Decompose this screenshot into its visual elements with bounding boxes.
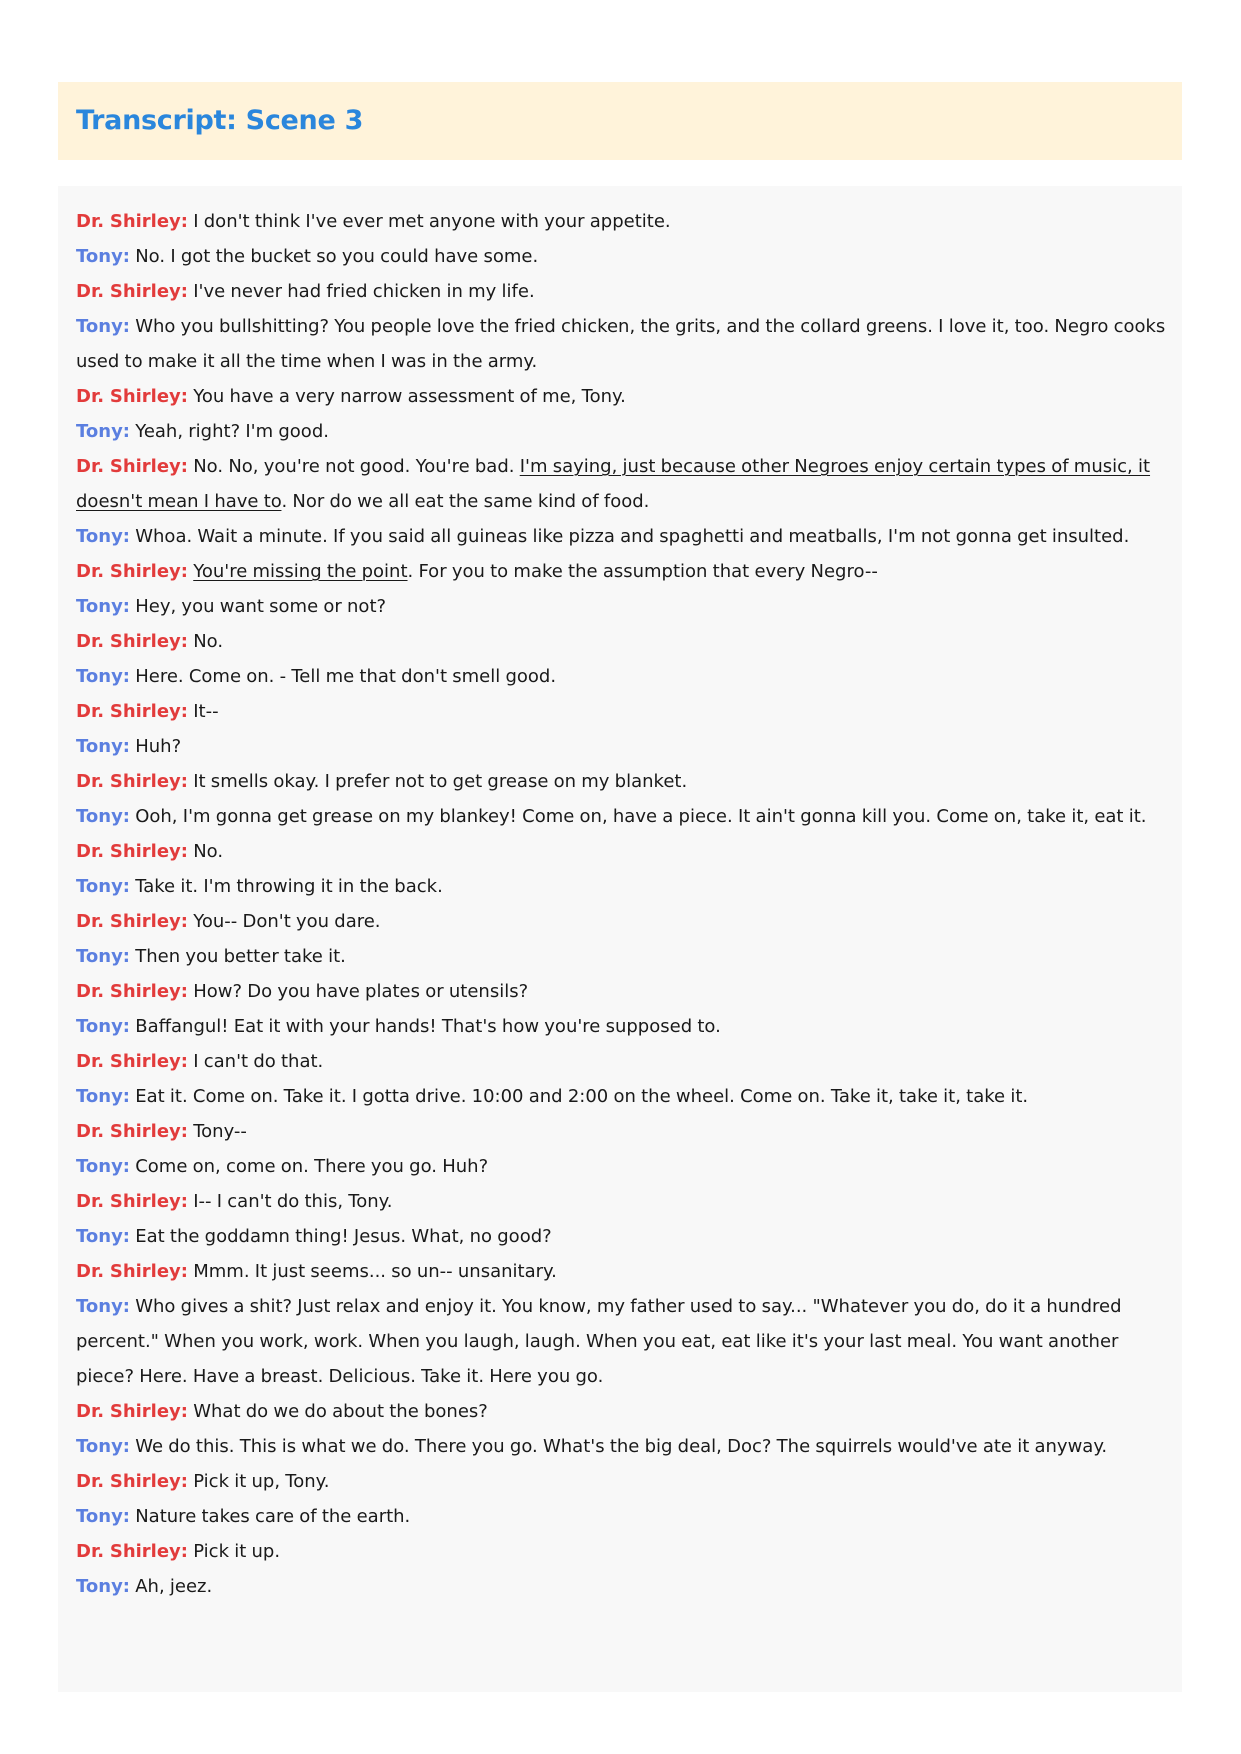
speaker-name-tony: Tony: <box>76 1016 130 1037</box>
speaker-name-tony: Tony: <box>76 736 130 757</box>
speaker-name-shirley: Dr. Shirley: <box>76 456 188 477</box>
transcript-line <box>76 694 1168 729</box>
transcript-line <box>76 904 1168 939</box>
transcript-line <box>76 274 1168 309</box>
speaker-name-tony: Tony: <box>76 1226 130 1247</box>
speaker-name-tony: Tony: <box>76 806 130 827</box>
page-title: Transcript: Scene 3 <box>76 105 364 136</box>
speaker-name-tony: Tony: <box>76 1156 130 1177</box>
transcript-line <box>76 1499 1168 1534</box>
speaker-name-tony: Tony: <box>76 316 130 337</box>
dialogue-text: No. <box>188 631 224 652</box>
transcript-line <box>76 1009 1168 1044</box>
speaker-name-tony: Tony: <box>76 246 130 267</box>
dialogue-text: Eat it. Come on. Take it. I gotta drive. 10:00 and 2:00 on the wheel. Come on. Take it, take it, take it. <box>130 1086 1029 1107</box>
transcript-line <box>76 1534 1168 1569</box>
dialogue-text: Yeah, right? I'm good. <box>130 421 329 442</box>
dialogue-text: It-- <box>188 701 219 722</box>
transcript-line <box>76 624 1168 659</box>
transcript-line <box>76 1219 1168 1254</box>
dialogue-text: Who gives a shit? Just relax and enjoy it. You know, my father used to say... "Whatever you do, do it a hundred percent." When you work, work. When you laugh, laugh. When you eat, eat like it's your last meal. You want another piece? Here. Have a breast. Delicious. Take it. Here you go. <box>76 1296 1122 1387</box>
transcript-line <box>76 309 1168 379</box>
transcript-line <box>76 449 1168 519</box>
transcript-line <box>76 1394 1168 1429</box>
transcript-line <box>76 1429 1168 1464</box>
transcript-line <box>76 799 1168 834</box>
transcript-line <box>76 729 1168 764</box>
transcript-line <box>76 1044 1168 1079</box>
transcript-line <box>76 204 1168 239</box>
dialogue-text: Hey, you want some or not? <box>130 596 387 617</box>
dialogue-text: . For you to make the assumption that every Negro-- <box>407 561 878 582</box>
dialogue-text: Who you bullshitting? You people love the fried chicken, the grits, and the collard greens. I love it, too. Negro cooks used to make it all the time when I was in the army. <box>76 316 1166 372</box>
dialogue-text: Huh? <box>130 736 182 757</box>
speaker-name-shirley: Dr. Shirley: <box>76 911 188 932</box>
dialogue-text: Baffangul! Eat it with your hands! That's how you're supposed to. <box>130 1016 721 1037</box>
speaker-name-shirley: Dr. Shirley: <box>76 386 188 407</box>
dialogue-text: It smells okay. I prefer not to get grease on my blanket. <box>188 771 688 792</box>
speaker-name-shirley: Dr. Shirley: <box>76 841 188 862</box>
dialogue-text: We do this. This is what we do. There you go. What's the big deal, Doc? The squirrels would've ate it anyway. <box>130 1436 1108 1457</box>
title-banner <box>58 82 1182 160</box>
transcript-line <box>76 939 1168 974</box>
dialogue-text: Then you better take it. <box>130 946 346 967</box>
transcript-panel <box>58 186 1182 1692</box>
dialogue-text: Ooh, I'm gonna get grease on my blankey! Come on, have a piece. It ain't gonna kill you. Come on, take it, eat it. <box>130 806 1147 827</box>
speaker-name-shirley: Dr. Shirley: <box>76 281 188 302</box>
speaker-name-shirley: Dr. Shirley: <box>76 1191 188 1212</box>
dialogue-text: Nature takes care of the earth. <box>130 1506 411 1527</box>
speaker-name-shirley: Dr. Shirley: <box>76 701 188 722</box>
speaker-name-tony: Tony: <box>76 1506 130 1527</box>
dialogue-text: I can't do that. <box>188 1051 324 1072</box>
speaker-name-tony: Tony: <box>76 666 130 687</box>
dialogue-text: Pick it up. <box>188 1541 281 1562</box>
speaker-name-tony: Tony: <box>76 596 130 617</box>
transcript-line <box>76 1289 1168 1394</box>
speaker-name-tony: Tony: <box>76 1296 130 1317</box>
speaker-name-shirley: Dr. Shirley: <box>76 1471 188 1492</box>
underlined-text: I'm saying, just because other Negroes enjoy certain types of music, it doesn't mean I have to <box>76 456 1151 512</box>
transcript-line <box>76 659 1168 694</box>
speaker-name-tony: Tony: <box>76 1576 130 1597</box>
dialogue-text: Pick it up, Tony. <box>188 1471 330 1492</box>
dialogue-text: No. I got the bucket so you could have some. <box>130 246 539 267</box>
speaker-name-shirley: Dr. Shirley: <box>76 631 188 652</box>
speaker-name-shirley: Dr. Shirley: <box>76 561 188 582</box>
transcript-line <box>76 414 1168 449</box>
speaker-name-tony: Tony: <box>76 1436 130 1457</box>
dialogue-text: You have a very narrow assessment of me, Tony. <box>188 386 626 407</box>
transcript-line <box>76 1254 1168 1289</box>
transcript-line <box>76 519 1168 554</box>
speaker-name-shirley: Dr. Shirley: <box>76 1541 188 1562</box>
speaker-name-shirley: Dr. Shirley: <box>76 1051 188 1072</box>
speaker-name-shirley: Dr. Shirley: <box>76 211 188 232</box>
dialogue-text: Tony-- <box>188 1121 247 1142</box>
dialogue-text: I don't think I've ever met anyone with your appetite. <box>188 211 671 232</box>
dialogue-text: Here. Come on. - Tell me that don't smell good. <box>130 666 557 687</box>
dialogue-text: Ah, jeez. <box>130 1576 213 1597</box>
speaker-name-shirley: Dr. Shirley: <box>76 1261 188 1282</box>
dialogue-text: No. No, you're not good. You're bad. <box>188 456 520 477</box>
transcript-line <box>76 1184 1168 1219</box>
dialogue-text: How? Do you have plates or utensils? <box>188 981 529 1002</box>
speaker-name-shirley: Dr. Shirley: <box>76 1401 188 1422</box>
transcript-line <box>76 834 1168 869</box>
dialogue-text: Take it. I'm throwing it in the back. <box>130 876 443 897</box>
dialogue-text: Come on, come on. There you go. Huh? <box>130 1156 489 1177</box>
speaker-name-tony: Tony: <box>76 876 130 897</box>
transcript-line <box>76 554 1168 589</box>
transcript-line <box>76 1149 1168 1184</box>
transcript-line <box>76 764 1168 799</box>
speaker-name-tony: Tony: <box>76 421 130 442</box>
transcript-line <box>76 379 1168 414</box>
transcript-line <box>76 974 1168 1009</box>
dialogue-text: Eat the goddamn thing! Jesus. What, no good? <box>130 1226 552 1247</box>
dialogue-text: You-- Don't you dare. <box>188 911 381 932</box>
dialogue-text: . Nor do we all eat the same kind of food. <box>281 491 650 512</box>
transcript-line <box>76 589 1168 624</box>
transcript-line <box>76 1079 1168 1114</box>
transcript-line <box>76 1569 1168 1604</box>
transcript-line <box>76 1464 1168 1499</box>
speaker-name-tony: Tony: <box>76 1086 130 1107</box>
speaker-name-tony: Tony: <box>76 526 130 547</box>
underlined-text: You're missing the point <box>193 561 408 582</box>
transcript-line <box>76 239 1168 274</box>
speaker-name-tony: Tony: <box>76 946 130 967</box>
transcript-line <box>76 1114 1168 1149</box>
dialogue-text: I've never had fried chicken in my life. <box>188 281 535 302</box>
dialogue-text: Mmm. It just seems... so un-- unsanitary. <box>188 1261 557 1282</box>
transcript-line <box>76 869 1168 904</box>
dialogue-text: Whoa. Wait a minute. If you said all guineas like pizza and spaghetti and meatballs, I'm not gonna get insulted. <box>130 526 1130 547</box>
speaker-name-shirley: Dr. Shirley: <box>76 771 188 792</box>
speaker-name-shirley: Dr. Shirley: <box>76 1121 188 1142</box>
dialogue-text: I-- I can't do this, Tony. <box>188 1191 393 1212</box>
dialogue-text: What do we do about the bones? <box>188 1401 488 1422</box>
speaker-name-shirley: Dr. Shirley: <box>76 981 188 1002</box>
transcript-lines <box>76 204 1168 1604</box>
dialogue-text: No. <box>188 841 224 862</box>
